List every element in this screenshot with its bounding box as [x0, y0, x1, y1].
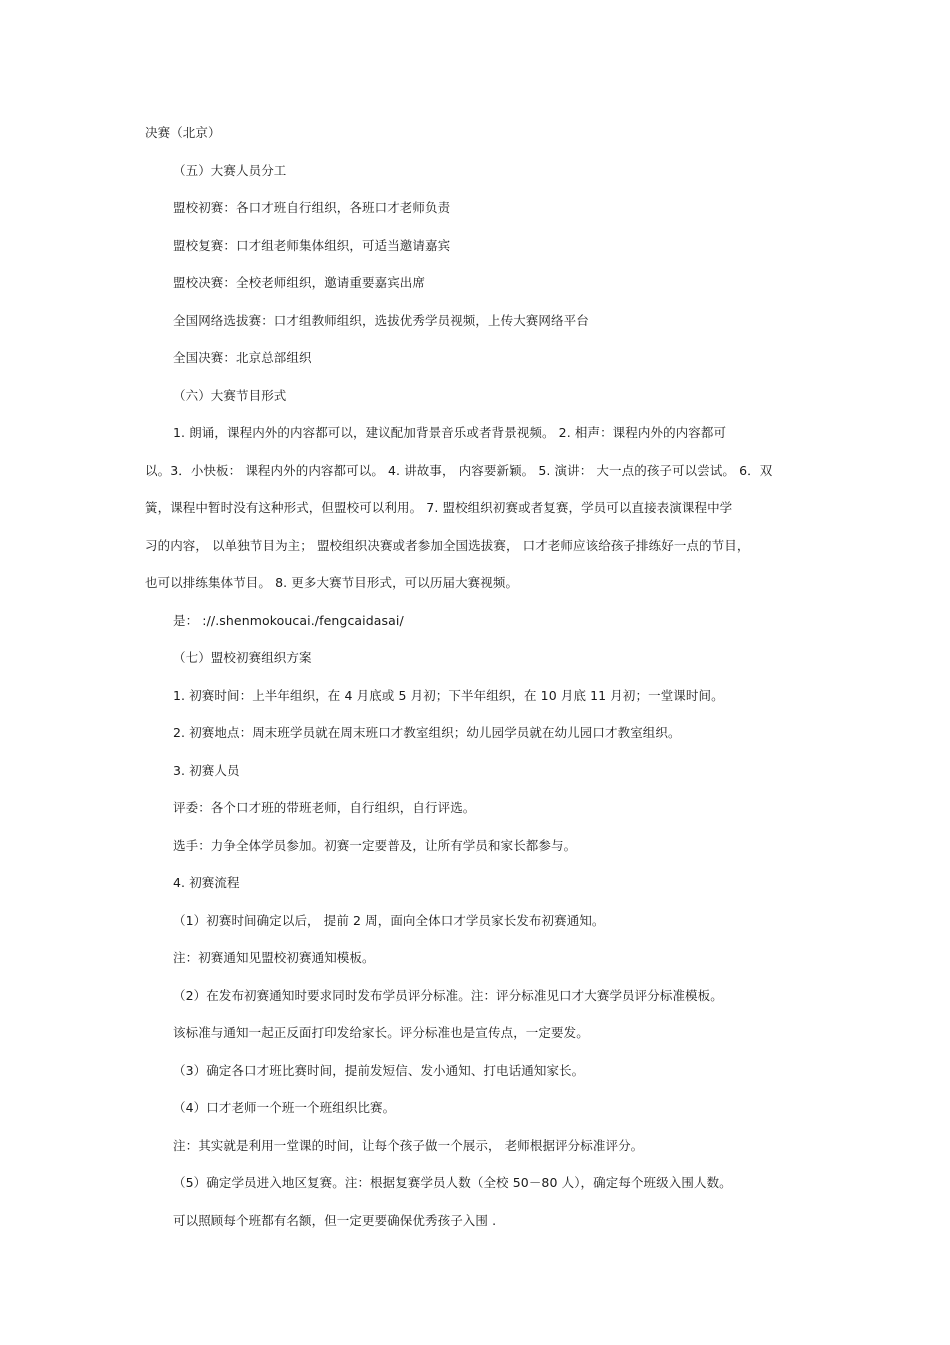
text-line: 簧，课程中暂时没有这种形式，但盟校可以利用。 7. 盟校组织初赛或者复赛，学员可以直接表演课程中学 [145, 500, 733, 515]
text-line: 注：其实就是利用一堂课的时间，让每个孩子做一个展示， 老师根据评分标准评分。 [173, 1138, 644, 1153]
text-line: （2）在发布初赛通知时要求同时发布学员评分标准。注：评分标准见口才大赛学员评分标准模板。 [173, 988, 723, 1003]
text-line: 该标准与通知一起正反面打印发给家长。评分标准也是宣传点，一定要发。 [173, 1025, 589, 1040]
text-line: 2. 初赛地点：周末班学员就在周末班口才教室组织；幼儿园学员就在幼儿园口才教室组织。 [173, 725, 681, 740]
text-line: （5）确定学员进入地区复赛。注：根据复赛学员人数（全校 50－80 人），确定每个班级入围人数。 [173, 1175, 732, 1190]
text-line: 可以照顾每个班都有名额，但一定更要确保优秀孩子入围 . [173, 1213, 497, 1228]
text-line: （4）口才老师一个班一个班组织比赛。 [173, 1100, 396, 1115]
text-line: 是： ://.shenmokoucai./fengcaidasai/ [173, 613, 404, 628]
text-line: 选手：力争全体学员参加。初赛一定要普及，让所有学员和家长都参与。 [173, 838, 577, 853]
text-line: 全国决赛：北京总部组织 [173, 350, 312, 365]
section-heading: （五）大赛人员分工 [173, 163, 287, 178]
text-line: 盟校决赛：全校老师组织，邀请重要嘉宾出席 [173, 275, 426, 290]
text-line: 全国网络选拔赛：口才组教师组织，选拔优秀学员视频，上传大赛网络平台 [173, 313, 589, 328]
text-line: 也可以排练集体节目。 8. 更多大赛节目形式，可以历届大赛视频。 [145, 575, 519, 590]
text-line: 盟校初赛：各口才班自行组织，各班口才老师负责 [173, 200, 451, 215]
text-line: 盟校复赛：口才组老师集体组织，可适当邀请嘉宾 [173, 238, 451, 253]
text-line: 4. 初赛流程 [173, 875, 240, 890]
text-line: 注：初赛通知见盟校初赛通知模板。 [173, 950, 375, 965]
text-line: 3. 初赛人员 [173, 763, 240, 778]
section-heading: （七）盟校初赛组织方案 [173, 650, 312, 665]
text-line: （3）确定各口才班比赛时间，提前发短信、发小通知、打电话通知家长。 [173, 1063, 585, 1078]
text-line: 1. 初赛时间：上半年组织，在 4 月底或 5 月初；下半年组织，在 10 月底 11 月初；一堂课时间。 [173, 688, 724, 703]
text-line: 以。3．小快板： 课程内外的内容都可以。 4. 讲故事， 内容要新颖。 5. 演讲： 大一点的孩子可以尝试。 6．双 [145, 463, 773, 478]
text-line: （1）初赛时间确定以后， 提前 2 周，面向全体口才学员家长发布初赛通知。 [173, 913, 605, 928]
text-line: 决赛（北京） [145, 125, 221, 140]
section-heading: （六）大赛节目形式 [173, 388, 287, 403]
text-line: 1. 朗诵，课程内外的内容都可以，建议配加背景音乐或者背景视频。 2. 相声：课程内外的内容都可 [173, 425, 727, 440]
text-line: 习的内容， 以单独节目为主； 盟校组织决赛或者参加全国选拔赛， 口才老师应该给孩子排练好一点的节目， [145, 538, 750, 553]
text-line: 评委：各个口才班的带班老师，自行组织，自行评选。 [173, 800, 476, 815]
